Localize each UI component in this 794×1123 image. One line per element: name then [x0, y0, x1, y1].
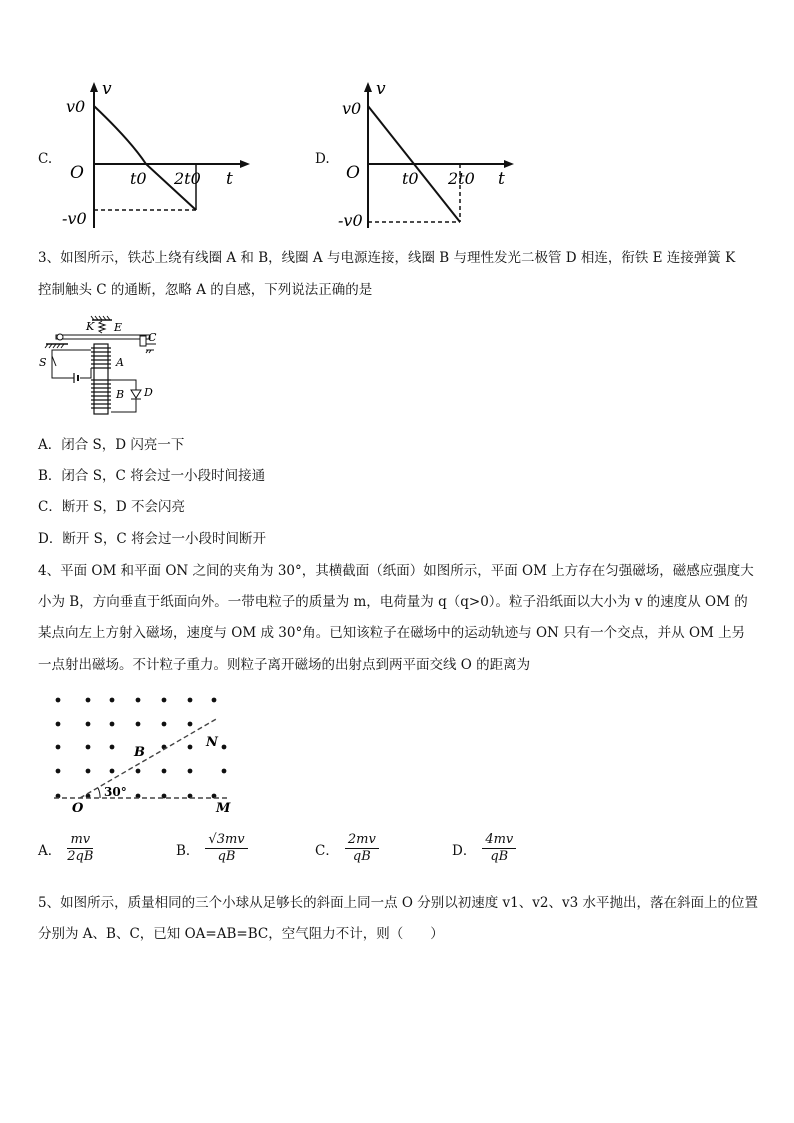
- option-letter: B．: [176, 842, 200, 859]
- q5-text-line2: 分别为 A、B、C，已知 OA=AB=BC，空气阻力不计，则（ ）: [38, 926, 444, 942]
- q4-option-a: [38, 832, 93, 865]
- label-c: C: [148, 331, 157, 344]
- q3-option-b: B．闭合 S，C 将会过一小段时间接通: [38, 468, 266, 484]
- t-axis-label: t: [226, 169, 233, 189]
- t0-label: t0: [130, 169, 147, 188]
- fraction: $\frac{2mv}{qB}$: [345, 832, 379, 865]
- two-t0-label: 2t0: [174, 169, 201, 188]
- t0-label: t0: [402, 169, 419, 188]
- q4-option-d: [452, 832, 516, 865]
- v-axis-label: v: [376, 80, 386, 99]
- label-d: D: [144, 386, 153, 399]
- graph-d: [338, 80, 528, 230]
- q4-text-line4: 一点射出磁场。不计粒子重力。则粒子离开磁场的出射点到两平面交线 O 的距离为: [38, 657, 531, 673]
- label-b: B: [134, 745, 145, 760]
- plane-on-line: [80, 718, 218, 798]
- q5-text-line1: 5、如图所示，质量相同的三个小球从足够长的斜面上同一点 O 分别以初速度 v1、v2、v3 水平抛出，落在斜面上的位置: [38, 895, 758, 911]
- origin-label: O: [346, 163, 360, 183]
- q4-text-line1: 4、平面 OM 和平面 ON 之间的夹角为 30°，其横截面（纸面）如图所示，平面 OM 上方存在匀强磁场，磁感应强度大: [38, 563, 754, 579]
- label-angle: 30°: [104, 785, 127, 799]
- option-letter: A．: [38, 842, 62, 859]
- v0-label: v0: [342, 99, 362, 118]
- neg-v0-label: -v0: [338, 211, 363, 230]
- t-axis-arrow: [504, 160, 514, 168]
- label-o: O: [72, 801, 84, 816]
- option-d-label: D.: [315, 151, 330, 167]
- q4-text-line3: 某点向左上方射入磁场，速度与 OM 成 30°角。已知该粒子在磁场中的运动轨迹与 ON 只有一个交点，并从 OM 上另: [38, 625, 746, 641]
- v0-label: v0: [66, 97, 86, 116]
- fraction: $\frac{4mv}{qB}$: [482, 832, 516, 865]
- q4-magnetic-field-figure: [40, 688, 250, 818]
- q3-option-a: A．闭合 S，D 闪亮一下: [38, 437, 185, 453]
- neg-v0-label: -v0: [62, 209, 87, 228]
- option-letter: D．: [452, 842, 477, 859]
- t-axis-label: t: [498, 169, 505, 189]
- option-letter: C．: [315, 842, 339, 859]
- q3-circuit-figure: [36, 314, 166, 418]
- label-m: M: [216, 801, 231, 816]
- option-c-label: C.: [38, 151, 53, 167]
- q3-option-d: D．断开 S，C 将会过一小段时间断开: [38, 531, 266, 547]
- q4-option-c: [315, 832, 379, 865]
- v-axis-arrow: [364, 82, 372, 92]
- fraction: $\frac{√3mv}{qB}$: [205, 832, 247, 865]
- q3-text-line1: 3、如图所示，铁芯上绕有线圈 A 和 B，线圈 A 与电源连接，线圈 B 与理性发光二极管 D 相连，衔铁 E 连接弹簧 K: [38, 250, 736, 266]
- q4-option-b: [176, 832, 248, 865]
- t-axis-arrow: [240, 160, 250, 168]
- origin-label: O: [70, 163, 84, 183]
- label-s: S: [39, 356, 47, 369]
- label-e: E: [114, 321, 123, 334]
- label-b: B: [116, 388, 125, 401]
- two-t0-label: 2t0: [448, 169, 475, 188]
- q3-option-c: C．断开 S，D 不会闪亮: [38, 499, 185, 515]
- fraction: $\frac{mv}{2qB}$: [67, 832, 94, 864]
- label-a: A: [116, 356, 124, 369]
- q4-text-line2: 小为 B，方向垂直于纸面向外。一带电粒子的质量为 m，电荷量为 q（q>0）。粒子沿纸面以大小为 v 的速度从 OM 的: [38, 594, 748, 610]
- graph-c: [60, 80, 250, 230]
- v-axis-arrow: [90, 82, 98, 92]
- q3-text-line2: 控制触头 C 的通断，忽略 A 的自感，下列说法正确的是: [38, 282, 373, 298]
- graph-c-curve: [94, 106, 196, 210]
- label-k: K: [86, 320, 95, 333]
- v-axis-label: v: [102, 80, 112, 99]
- label-n: N: [206, 735, 218, 750]
